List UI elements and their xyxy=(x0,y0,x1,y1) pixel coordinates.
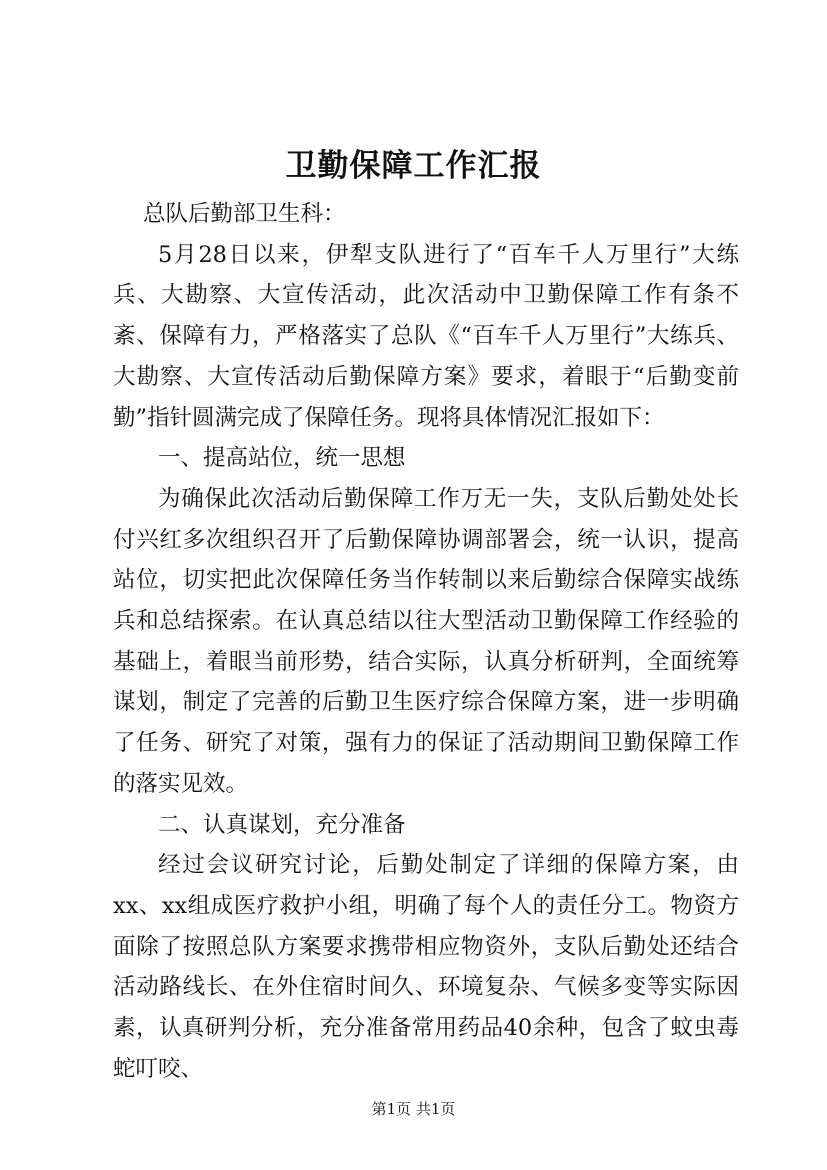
paragraph-section-1: 为确保此次活动后勤保障工作万无一失，支队后勤处处长付兴红多次组织召开了后勤保障协调部署会，统一认识，提高站位，切实把此次保障任务当作转制以来后勤综合保障实战练兵和总结探索。在认真总结以往大型活动卫勤保障工作经验的基础上，着眼当前形势，结合实际，认真分析研判，全面统筹谋划，制定了完善的后勤卫生医疗综合保障方案，进一步明确了任务、研究了对策，强有力的保证了活动期间卫勤保障工作的落实见效。 xyxy=(113,485,739,797)
salutation: 总队后勤部卫生科： xyxy=(143,201,346,227)
document-body xyxy=(113,194,739,1089)
paragraph-intro: 5月28日以来，伊犁支队进行了“百车千人万里行”大练兵、大勘察、大宣传活动，此次活动中卫勤保障工作有条不紊、保障有力，严格落实了总队《“百车千人万里行”大练兵、大勘察、大宣传活动后勤保障方案》要求，着眼于“后勤变前勤”指针圆满完成了保障任务。现将具体情况汇报如下： xyxy=(113,241,739,431)
section-heading-1: 一、提高站位，统一思想 xyxy=(158,445,406,472)
paragraph-section-2: 经过会议研究讨论，后勤处制定了详细的保障方案，由xx、xx组成医疗救护小组，明确了每个人的责任分工。物资方面除了按照总队方案要求携带相应物资外，支队后勤处还结合活动路线长、在外住宿时间久、环境复杂、气候多变等实际因素，认真研判分析，充分准备常用药品40余种，包含了蚊虫毒蛇叮咬、 xyxy=(113,852,739,1082)
document-title: 卫勤保障工作汇报 xyxy=(285,148,542,184)
page-footer: 第1页 共1页 xyxy=(371,1100,456,1118)
section-heading-2: 二、认真谋划，充分准备 xyxy=(158,811,406,838)
